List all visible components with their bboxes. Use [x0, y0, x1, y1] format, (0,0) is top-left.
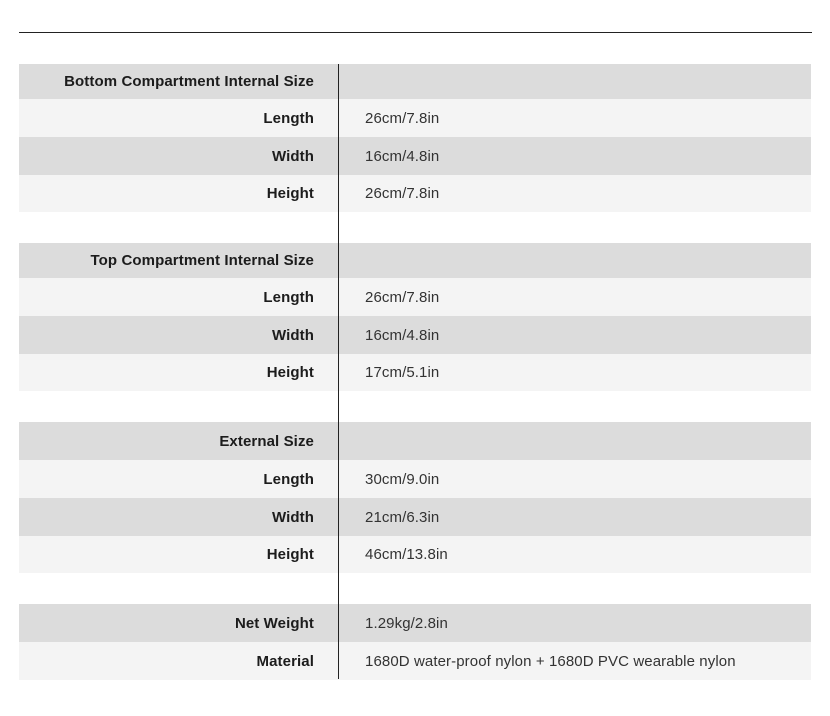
row-value: 30cm/9.0in [365, 470, 440, 488]
row-label: Material [256, 652, 314, 670]
table-row [19, 175, 811, 212]
row-label: Height [266, 546, 314, 563]
row-value: 1680D water-proof nylon + 1680D PVC wearable nylon [365, 652, 736, 670]
table-row [19, 137, 811, 175]
row-label: Width [271, 326, 314, 344]
section-header-external-size [19, 422, 811, 460]
table-row-net-weight [19, 604, 811, 642]
row-value: 17cm/5.1in [365, 364, 440, 381]
section-header-top-compartment [19, 243, 811, 278]
row-label: Length [263, 470, 314, 488]
row-value: 46cm/13.8in [365, 546, 448, 563]
row-label: Length [263, 288, 314, 306]
table-row [19, 316, 811, 354]
section-spacer [19, 391, 811, 422]
spec-table [19, 64, 811, 680]
row-value: 26cm/7.8in [365, 288, 440, 306]
table-row [19, 99, 811, 137]
row-label: Height [266, 364, 314, 381]
row-value: 21cm/6.3in [365, 508, 440, 526]
row-value: 16cm/4.8in [365, 147, 440, 165]
section-header-label: Top Compartment Internal Size [90, 252, 314, 269]
table-row [19, 354, 811, 391]
row-label: Width [271, 147, 314, 165]
section-header-label: External Size [219, 432, 314, 450]
row-value: 16cm/4.8in [365, 326, 440, 344]
row-label: Height [266, 185, 314, 202]
row-label: Net Weight [234, 614, 314, 632]
row-label: Length [263, 109, 314, 127]
top-rule [19, 32, 812, 33]
section-header-label: Bottom Compartment Internal Size [64, 73, 314, 90]
row-value: 1.29kg/2.8in [365, 614, 448, 632]
table-row-material [19, 642, 811, 680]
section-header-bottom-compartment [19, 64, 811, 99]
table-row [19, 278, 811, 316]
column-divider [338, 64, 339, 679]
row-label: Width [271, 508, 314, 526]
table-row [19, 536, 811, 573]
table-row [19, 498, 811, 536]
row-value: 26cm/7.8in [365, 185, 440, 202]
section-spacer [19, 573, 811, 604]
row-value: 26cm/7.8in [365, 109, 440, 127]
section-spacer [19, 212, 811, 243]
table-row [19, 460, 811, 498]
